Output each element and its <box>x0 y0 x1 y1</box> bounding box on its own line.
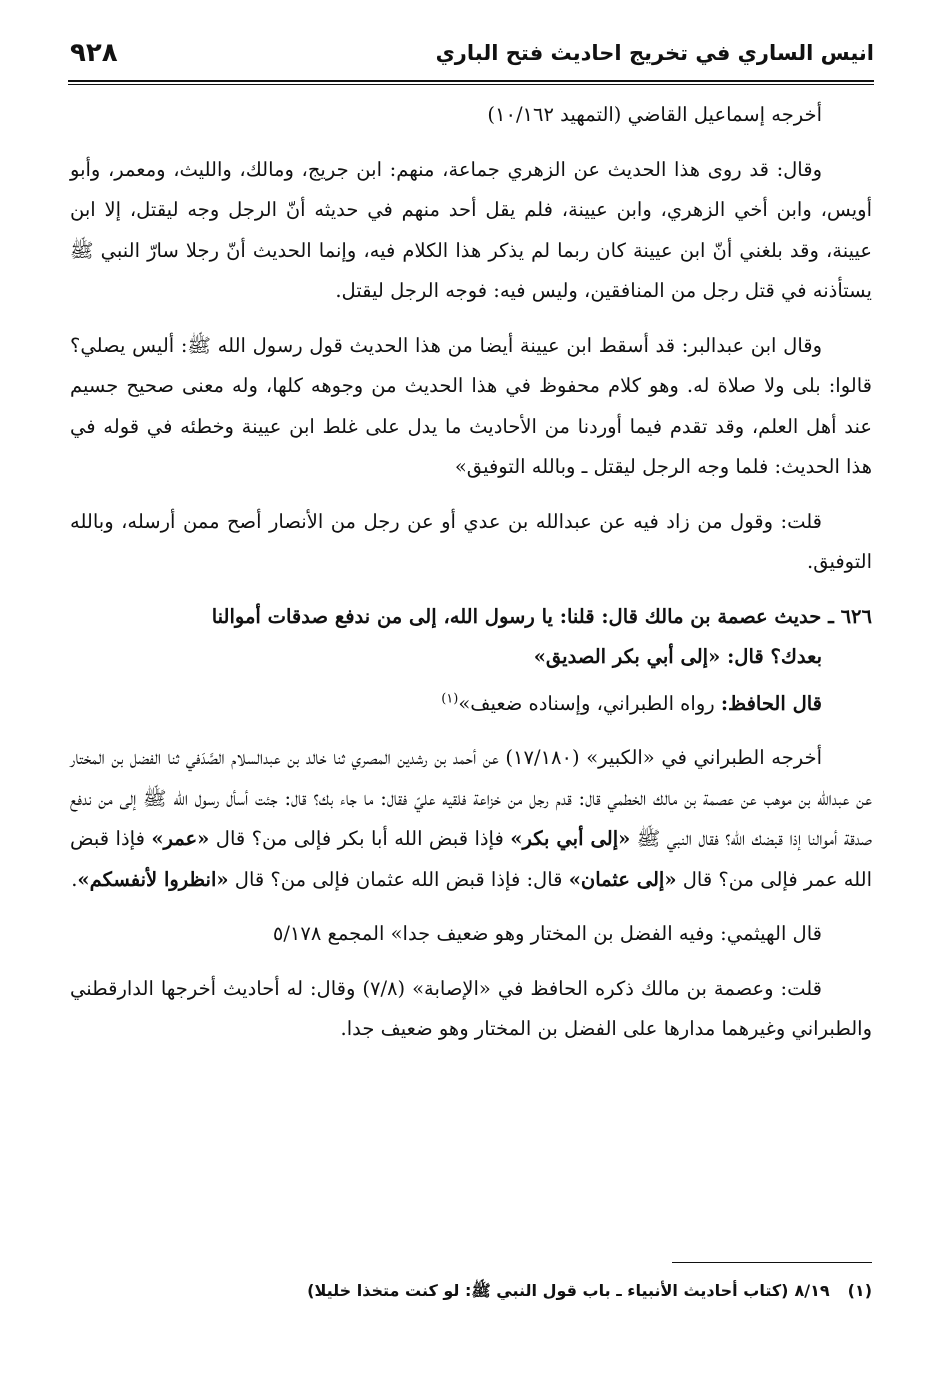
hadith-626-matn: «إلى أبي بكر الصديق» <box>533 645 721 668</box>
paragraph-author-comment: قلت: وقول من زاد فيه عن عبدالله بن عدي أو عن رجل من الأنصار أصح ممن أرسله، وبالله التوفيق. <box>70 509 872 573</box>
paragraph-tabarani <box>70 738 872 900</box>
paragraph-hafiz <box>70 684 872 725</box>
header-rule <box>68 80 874 85</box>
paragraph-zuhri-narrators: وقال: قد روى هذا الحديث عن الزهري جماعة، منهم: ابن جريج، ومالك، والليث، ومعمر، وأبو أويس، وابن أخي الزهري، وابن عيينة، فلم يقل أحد منهم في حديثه أنّ الرجل وجه ليقتل، إلا ابن عيينة، وقد بلغني أنّ ابن عيينة كان ربما لم يذكر هذا الكلام فيه، وإنما الحديث أنّ رجلا سارّ النبي ﷺ يستأذنه في قتل رجل من المنافقين، وليس فيه: فوجه الرجل ليقتل. <box>70 157 872 302</box>
paragraph-isabah: قلت: وعصمة بن مالك ذكره الحافظ في «الإصابة» (٧/٨) وقال: له أحاديث أخرجها الدارقطني والطبراني وغيرهما مدارها على الفضل بن المختار وهو ضعيف جدا. <box>70 976 872 1040</box>
footnote-marker: (١) <box>441 691 459 706</box>
paragraph-ibn-abdilbarr: وقال ابن عبدالبر: قد أسقط ابن عيينة أيضا من هذا الحديث قول رسول الله ﷺ: أليس يصلي؟ قالوا: بلى ولا صلاة له. وهو كلام محفوظ في هذا الحديث من وجوهه كلها، وله معنى صحيح جسيم عند أهل العلم، وقد تقدم فيما أوردنا من الأحاديث ما يدل على غلط ابن عيينة وخطئه في قوله في هذا الحديث: فلما وجه الرجل ليقتل ـ وبالله التوفيق» <box>70 333 872 478</box>
hadith-626 <box>70 597 872 678</box>
tabarani-text-a: أخرجه الطبراني في «الكبير» (١٧/١٨٠) عن أحمد بن رشدين المصري ثنا خالد بن عبدالسلام الصَّدَفي ثنا الفضل بن المختار عن عبدالله بن موهب عن عصمة بن مالك الخطمي قال: قدم رجل من خزاعة فلقيه عليّ فقال: ما جاء بك؟ قال: جئت أسأل رسول الله ﷺ إلى من ندفع صدقة أموالنا إذا قبضك الله؟ فقال النبي ﷺ <box>70 746 873 850</box>
footnote-ref: ٨/١٩ <box>794 1281 830 1300</box>
tabarani-bold-2: «عمر» <box>151 827 210 850</box>
hadith-626-text: ٦٢٦ ـ حديث عصمة بن مالك قال: قلنا: يا رسول الله، إلى من ندفع صدقات أموالنا <box>211 604 872 628</box>
running-title: انيس الساري في تخريج احاديث فتح الباري <box>435 41 874 65</box>
page-number: ٩٢٨ <box>70 38 118 68</box>
hadith-626-cont-pre: بعدك؟ قال: <box>720 645 822 668</box>
footnote-text: (كتاب أحاديث الأنبياء ـ باب قول النبي ﷺ: لو كنت متخذا خليلا) <box>307 1281 789 1300</box>
tabarani-bold-3: «إلى عثمان» <box>568 867 677 891</box>
paragraph-haythami: قال الهيثمي: وفيه الفضل بن المختار وهو ضعيف جدا» المجمع ٥/١٧٨ <box>272 922 822 945</box>
hadith-626-cont <box>534 645 872 668</box>
tabarani-text-d: فإذا قبض الله عمر فإلى من؟ قال <box>70 827 872 891</box>
footnote-number: (١) <box>847 1281 872 1300</box>
page-header <box>70 32 874 74</box>
paragraph-takhrij-qadi: أخرجه إسماعيل القاضي (التمهيد ١٠/١٦٢) <box>487 103 822 126</box>
footnote <box>70 1276 872 1306</box>
hafiz-label: قال الحافظ: <box>720 691 822 715</box>
footnote-rule <box>672 1262 872 1263</box>
tabarani-text-e: قال: فإذا قبض الله عثمان فإلى من؟ قال <box>228 867 569 891</box>
tabarani-text-f: . <box>71 867 78 891</box>
hafiz-text: رواه الطبراني، وإسناده ضعيف» <box>458 691 721 715</box>
main-text <box>70 95 872 1064</box>
tabarani-bold-4: «انظروا لأنفسكم» <box>77 867 229 891</box>
tabarani-bold-1: «إلى أبي بكر» <box>510 827 631 850</box>
tabarani-text-c: فإذا قبض الله أبا بكر فإلى من؟ قال <box>209 827 511 850</box>
